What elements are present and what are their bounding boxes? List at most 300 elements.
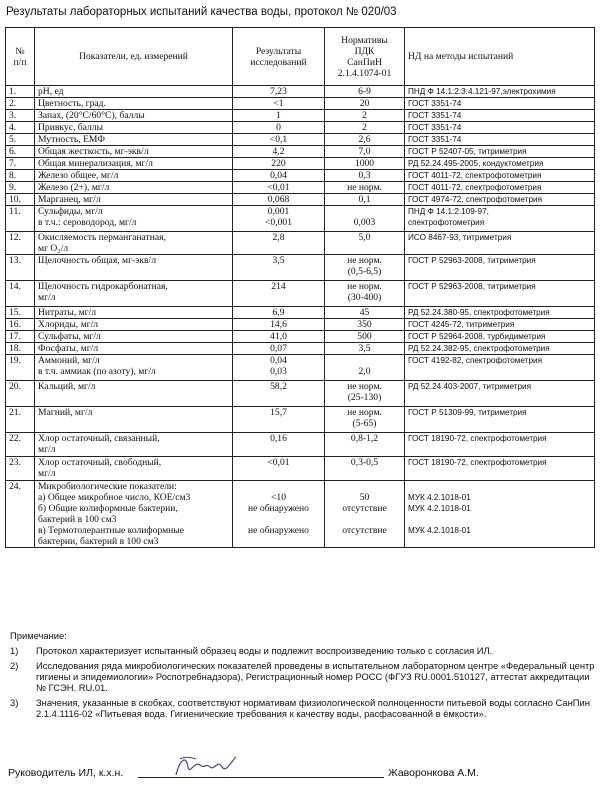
cell-norm — [325, 98, 405, 110]
result-line: 0,04 — [270, 170, 287, 181]
cell-norm — [325, 182, 405, 194]
cell-method — [405, 134, 595, 146]
method-line: РД 52.24.380-95, спектрофотометрия — [408, 308, 550, 317]
result-line: <0,001 — [265, 217, 292, 228]
cell-param — [35, 182, 233, 194]
cell-param — [35, 206, 233, 232]
method-line — [408, 444, 591, 455]
cell-param — [35, 319, 233, 331]
note-text: Протокол характеризует испытанный образец воды и подлежит воспроизведению только с согласия ИЛ. — [36, 645, 493, 656]
cell-method — [405, 433, 595, 457]
norm-line: 3,5 — [358, 343, 371, 354]
cell-norm — [325, 232, 405, 255]
method-line — [408, 266, 591, 277]
param-line: Цветность, град. — [38, 98, 106, 109]
cell-row-number: 17. — [6, 331, 35, 343]
cell-norm — [325, 134, 405, 146]
cell-norm — [325, 170, 405, 182]
cell-result — [233, 381, 325, 407]
cell-row-number: 1. — [6, 86, 35, 98]
method-line — [408, 481, 591, 492]
cell-norm — [325, 206, 405, 232]
result-line: 14,6 — [270, 319, 287, 330]
norm-line: не норм. — [347, 255, 382, 266]
result-line: не обнаружено — [248, 503, 309, 514]
cell-result — [233, 110, 325, 122]
notes-section — [10, 630, 595, 723]
method-line: спектрофотометрия — [408, 218, 485, 227]
cell-result — [233, 307, 325, 319]
param-line: мг/л — [38, 444, 56, 455]
param-line — [38, 418, 229, 429]
note-number: 2) — [10, 660, 19, 671]
cell-row-number: 21. — [6, 407, 35, 433]
cell-method — [405, 407, 595, 433]
param-line: Аммоний, мг/л — [38, 355, 100, 366]
header-num — [6, 28, 35, 86]
param-line: Магний, мг/л — [38, 407, 93, 418]
param-line: Сульфиды, мг/л — [38, 206, 103, 217]
cell-norm — [325, 331, 405, 343]
method-line: ПНД Ф 14.1:2:3:4.121-97,электрохимия — [408, 87, 556, 96]
cell-method — [405, 206, 595, 232]
cell-result — [233, 331, 325, 343]
norm-line: 0,1 — [358, 194, 371, 205]
param-line: в т.ч.: сероводород, мг/л — [38, 217, 137, 228]
cell-norm — [325, 319, 405, 331]
table-row — [6, 122, 595, 134]
cell-method — [405, 122, 595, 134]
cell-result — [233, 98, 325, 110]
norm-line — [328, 468, 401, 479]
cell-norm — [325, 122, 405, 134]
table-row — [6, 407, 595, 433]
cell-method — [405, 281, 595, 307]
document-title: Результаты лабораторных испытаний качества воды, протокол № 020/03 — [6, 6, 397, 18]
header-norm-line1: Нормативы — [341, 34, 388, 46]
result-line — [236, 292, 321, 303]
result-line: <0,01 — [267, 457, 290, 468]
norm-line: 2,6 — [358, 134, 371, 145]
note-item — [10, 645, 595, 656]
norm-line — [328, 444, 401, 455]
cell-row-number: 6. — [6, 146, 35, 158]
method-line: МУК 4.2.1018-01 — [408, 493, 471, 502]
param-line: Железо (2+), мг/л — [38, 182, 110, 193]
method-line: ГОСТ 3351-74 — [408, 99, 462, 108]
norm-line — [328, 206, 401, 217]
method-line: ГОСТ Р 51309-99, титриметрия — [408, 408, 527, 417]
cell-row-number: 18. — [6, 343, 35, 355]
cell-method — [405, 381, 595, 407]
method-line — [408, 366, 591, 377]
result-line: 0,07 — [270, 343, 287, 354]
cell-param — [35, 194, 233, 206]
cell-param — [35, 307, 233, 319]
note-text: Исследования ряда микробиологических показателей проведены в испытательном лабораторном центре «Федеральный центр гигиены и эпидемиологии» Роспотребнадзора), Регистрационный номер РОСС (ФГУЗ RU.0001.510127, аттестат аккредитации № ГСЭН. RU.01. — [36, 660, 595, 693]
handwritten-signature — [170, 753, 240, 781]
cell-method — [405, 255, 595, 281]
norm-line: 350 — [357, 319, 372, 330]
param-line: Щелочность гидрокарбонатная, — [38, 281, 168, 292]
cell-param — [35, 232, 233, 255]
table-row — [6, 170, 595, 182]
cell-norm — [325, 355, 405, 381]
param-line — [38, 392, 229, 403]
result-line: 2,8 — [272, 232, 285, 243]
cell-norm — [325, 307, 405, 319]
cell-result — [233, 146, 325, 158]
note-item — [10, 697, 595, 719]
cell-param — [35, 281, 233, 307]
method-line: ГОСТ 4192-82, спектрофотометрия — [408, 356, 543, 365]
table-row — [6, 331, 595, 343]
header-num-line2: п/п — [13, 56, 27, 68]
norm-line: 1000 — [354, 158, 375, 169]
param-line: мг/л — [38, 292, 56, 303]
param-line: мг О₂/л — [38, 243, 69, 254]
norm-line — [328, 355, 401, 366]
cell-method — [405, 158, 595, 170]
param-line: бактерий в 100 см3 — [38, 514, 117, 525]
table-body — [6, 86, 595, 548]
result-line: 7,23 — [270, 86, 287, 97]
result-line: 6,9 — [272, 307, 285, 318]
param-line: а) Общее микробное число, КОЕ/см3 — [38, 492, 191, 503]
cell-method — [405, 457, 595, 481]
result-line: 0,068 — [267, 194, 290, 205]
method-line: ГОСТ 4011-72, спектрофотометрия — [408, 171, 542, 180]
cell-method — [405, 146, 595, 158]
table-row — [6, 86, 595, 98]
cell-method — [405, 110, 595, 122]
method-line: ГОСТ 3351-74 — [408, 135, 462, 144]
cell-method — [405, 232, 595, 255]
norm-line: 7,0 — [358, 146, 371, 157]
result-line: 41,0 — [270, 331, 287, 342]
header-method: НД на методы испытаний — [405, 28, 595, 86]
cell-result — [233, 232, 325, 255]
result-line: <1 — [273, 98, 284, 109]
cell-result — [233, 481, 325, 548]
cell-param — [35, 407, 233, 433]
table-row — [6, 381, 595, 407]
cell-param — [35, 158, 233, 170]
cell-row-number: 20. — [6, 381, 35, 407]
cell-method — [405, 331, 595, 343]
norm-line: 2 — [362, 110, 367, 121]
cell-norm — [325, 343, 405, 355]
cell-method — [405, 194, 595, 206]
cell-param — [35, 110, 233, 122]
header-norm — [325, 28, 405, 86]
cell-row-number: 11. — [6, 206, 35, 232]
cell-result — [233, 134, 325, 146]
table-row — [6, 232, 595, 255]
norm-line: 0,8-1,2 — [350, 433, 379, 444]
norm-line: (0,5-6,5) — [347, 266, 382, 277]
norm-line: 45 — [359, 307, 370, 318]
norm-line: 20 — [359, 98, 370, 109]
result-line: 4,2 — [272, 146, 285, 157]
cell-method — [405, 481, 595, 548]
norm-line: 5,0 — [358, 232, 371, 243]
table-row — [6, 134, 595, 146]
cell-row-number: 13. — [6, 255, 35, 281]
header-result — [233, 28, 325, 86]
cell-norm — [325, 433, 405, 457]
table-row — [6, 319, 595, 331]
result-line — [236, 392, 321, 403]
cell-param — [35, 433, 233, 457]
result-line: 0,001 — [267, 206, 290, 217]
result-line: 0,04 — [270, 355, 287, 366]
param-line: Микробиологические показатели: — [38, 481, 177, 492]
method-line: МУК 4.2.1018-01 — [408, 526, 471, 535]
result-line: не обнаружено — [248, 525, 309, 536]
method-line — [408, 468, 591, 479]
norm-line — [328, 481, 401, 492]
method-line: ИСО 8467-93, титриметрия — [408, 233, 512, 242]
cell-row-number: 7. — [6, 158, 35, 170]
param-line: pH, ед — [38, 86, 64, 97]
norm-line: не норм. — [347, 407, 382, 418]
cell-param — [35, 331, 233, 343]
cell-norm — [325, 481, 405, 548]
cell-norm — [325, 110, 405, 122]
method-line: ГОСТ Р 52964-2008, турбидиметрия — [408, 332, 546, 341]
cell-param — [35, 134, 233, 146]
result-line: 15,7 — [270, 407, 287, 418]
table-row — [6, 158, 595, 170]
cell-row-number: 23. — [6, 457, 35, 481]
cell-result — [233, 457, 325, 481]
result-line: <0,1 — [269, 134, 288, 145]
norm-line: (30-400) — [347, 292, 382, 303]
result-line: 58,2 — [270, 381, 287, 392]
cell-result — [233, 194, 325, 206]
header-result-line1: Результаты — [255, 45, 302, 57]
result-line: 3,5 — [272, 255, 285, 266]
cell-norm — [325, 457, 405, 481]
notes-title: Примечание: — [10, 630, 67, 641]
cell-method — [405, 343, 595, 355]
cell-method — [405, 170, 595, 182]
norm-line: 0,3-0,5 — [350, 457, 379, 468]
cell-result — [233, 319, 325, 331]
cell-param — [35, 355, 233, 381]
cell-method — [405, 182, 595, 194]
norm-line — [328, 514, 401, 525]
note-number: 1) — [10, 645, 19, 656]
param-line: в т.ч. аммиак (по азоту), мг/л — [38, 366, 156, 377]
cell-norm — [325, 281, 405, 307]
cell-row-number: 14. — [6, 281, 35, 307]
norm-line: (25-130) — [347, 392, 382, 403]
table-row — [6, 343, 595, 355]
table-row — [6, 110, 595, 122]
norm-line: 6-9 — [358, 86, 371, 97]
method-line — [408, 243, 591, 254]
cell-param — [35, 146, 233, 158]
cell-row-number: 12. — [6, 232, 35, 255]
norm-line — [328, 536, 401, 547]
cell-param — [35, 481, 233, 548]
cell-norm — [325, 407, 405, 433]
method-line: ГОСТ 4011-72, спектрофотометрия — [408, 183, 542, 192]
table-row — [6, 433, 595, 457]
result-line: <10 — [270, 492, 286, 503]
cell-param — [35, 98, 233, 110]
cell-row-number: 2. — [6, 98, 35, 110]
cell-result — [233, 355, 325, 381]
result-line — [236, 481, 321, 492]
table-row — [6, 481, 595, 548]
result-line — [236, 444, 321, 455]
param-line: Общая минерализация, мг/л — [38, 158, 153, 169]
header-param: Показатели, ед. измерений — [35, 28, 233, 86]
cell-param — [35, 86, 233, 98]
param-line: мг/л — [38, 468, 56, 479]
norm-line: 2,0 — [358, 366, 371, 377]
table-row — [6, 307, 595, 319]
param-line: Мутность, ЕМФ — [38, 134, 105, 145]
cell-method — [405, 307, 595, 319]
note-number: 3) — [10, 697, 19, 708]
cell-result — [233, 206, 325, 232]
method-line — [408, 536, 591, 547]
param-line: Кальций, мг/л — [38, 381, 96, 392]
cell-result — [233, 170, 325, 182]
cell-row-number: 8. — [6, 170, 35, 182]
result-line — [236, 266, 321, 277]
method-line: ГОСТ Р 52963-2008, титриметрия — [408, 282, 536, 291]
header-norm-line2: ПДК — [354, 45, 375, 57]
table-row — [6, 457, 595, 481]
cell-param — [35, 457, 233, 481]
param-line: Общая жесткость, мг-экв/л — [38, 146, 149, 157]
norm-line: не норм. — [347, 281, 382, 292]
norm-line: (5-65) — [352, 418, 377, 429]
method-line: РД 52.24.382-95, спектрофотометрия — [408, 344, 550, 353]
note-item — [10, 660, 595, 693]
method-line: ГОСТ 3351-74 — [408, 123, 462, 132]
method-line: РД 52.24.495-2005, кондуктометрия — [408, 159, 544, 168]
cell-row-number: 5. — [6, 134, 35, 146]
cell-norm — [325, 255, 405, 281]
result-line: 1 — [276, 110, 281, 121]
param-line: Марганец, мг/л — [38, 194, 101, 205]
cell-method — [405, 319, 595, 331]
method-line: МУК 4.2.1018-01 — [408, 504, 471, 513]
method-line: ГОСТ 4974-72, спектрофотометрия — [408, 195, 543, 204]
cell-result — [233, 343, 325, 355]
cell-param — [35, 170, 233, 182]
table-row — [6, 194, 595, 206]
signatory-name: Жаворонкова А.М. — [388, 767, 479, 779]
param-line: Окисляемость перманганатная, — [38, 232, 166, 243]
cell-norm — [325, 194, 405, 206]
param-line: Щелочность общая, мг-экв/л — [38, 255, 156, 266]
cell-norm — [325, 381, 405, 407]
param-line: б) Общие колиформные бактерии, — [38, 503, 178, 514]
cell-method — [405, 355, 595, 381]
cell-norm — [325, 86, 405, 98]
header-result-line2: исследований — [250, 56, 307, 68]
cell-norm — [325, 146, 405, 158]
norm-line: 500 — [357, 331, 372, 342]
norm-line: не норм. — [347, 381, 382, 392]
cell-row-number: 4. — [6, 122, 35, 134]
cell-row-number: 9. — [6, 182, 35, 194]
table-row — [6, 182, 595, 194]
result-line: <0,01 — [267, 182, 290, 193]
cell-row-number: 24. — [6, 481, 35, 548]
table-header-row — [6, 28, 595, 86]
method-line — [408, 292, 591, 303]
param-line: Сульфаты, мг/л — [38, 331, 101, 342]
method-line: ГОСТ 18190-72, спектрофотометрия — [408, 458, 547, 467]
header-norm-line3: СанПиН — [347, 56, 382, 68]
param-line: бактерии, бактерий в 100 см3 — [38, 536, 159, 547]
norm-line: отсутствие — [342, 503, 387, 514]
signature-label: Руководитель ИЛ, к.х.н. — [8, 767, 124, 779]
method-line: ПНД Ф 14.1:2.109-97, — [408, 207, 489, 216]
norm-line: 0,003 — [353, 217, 376, 228]
param-line: Привкус, баллы — [38, 122, 104, 133]
result-line: 0,03 — [270, 366, 287, 377]
cell-param — [35, 122, 233, 134]
cell-method — [405, 98, 595, 110]
result-line — [236, 243, 321, 254]
method-line: ГОСТ 3351-74 — [408, 111, 462, 120]
param-line: Запах, (20°С/60°С), баллы — [38, 110, 145, 121]
results-table — [5, 27, 595, 548]
cell-result — [233, 433, 325, 457]
param-line — [38, 266, 229, 277]
table-row — [6, 98, 595, 110]
cell-row-number: 22. — [6, 433, 35, 457]
result-line: 220 — [271, 158, 286, 169]
param-line: Нитраты, мг/л — [38, 307, 97, 318]
method-line: ГОСТ 4245-72, титриметрия — [408, 320, 515, 329]
method-line: ГОСТ Р 52963-2008, титриметрия — [408, 256, 536, 265]
result-line — [236, 514, 321, 525]
note-text: Значения, указанные в скобках, соответствуют нормативам физиологической полноценности питьевой воды согласно СанПин 2.1.4.1116-02 «Питьевая вода. Гигиенические требования к качеству воды, расфасованной в ёмкости». — [36, 697, 590, 719]
param-line: в) Термотолерантные колиформные — [38, 525, 185, 536]
cell-result — [233, 182, 325, 194]
param-line: Хлориды, мг/л — [38, 319, 99, 330]
cell-param — [35, 343, 233, 355]
table-row — [6, 281, 595, 307]
header-norm-line4: 2.1.4.1074-01 — [337, 67, 392, 79]
cell-param — [35, 255, 233, 281]
result-line — [236, 468, 321, 479]
param-line: Фосфаты, мг/л — [38, 343, 99, 354]
header-num-line1: № — [15, 45, 25, 57]
method-line: РД 52.24.403-2007, титриметрия — [408, 382, 532, 391]
cell-result — [233, 158, 325, 170]
method-line — [408, 514, 591, 525]
cell-norm — [325, 158, 405, 170]
cell-result — [233, 86, 325, 98]
cell-result — [233, 255, 325, 281]
table-row — [6, 255, 595, 281]
cell-result — [233, 281, 325, 307]
cell-method — [405, 86, 595, 98]
result-line — [236, 536, 321, 547]
table-row — [6, 355, 595, 381]
